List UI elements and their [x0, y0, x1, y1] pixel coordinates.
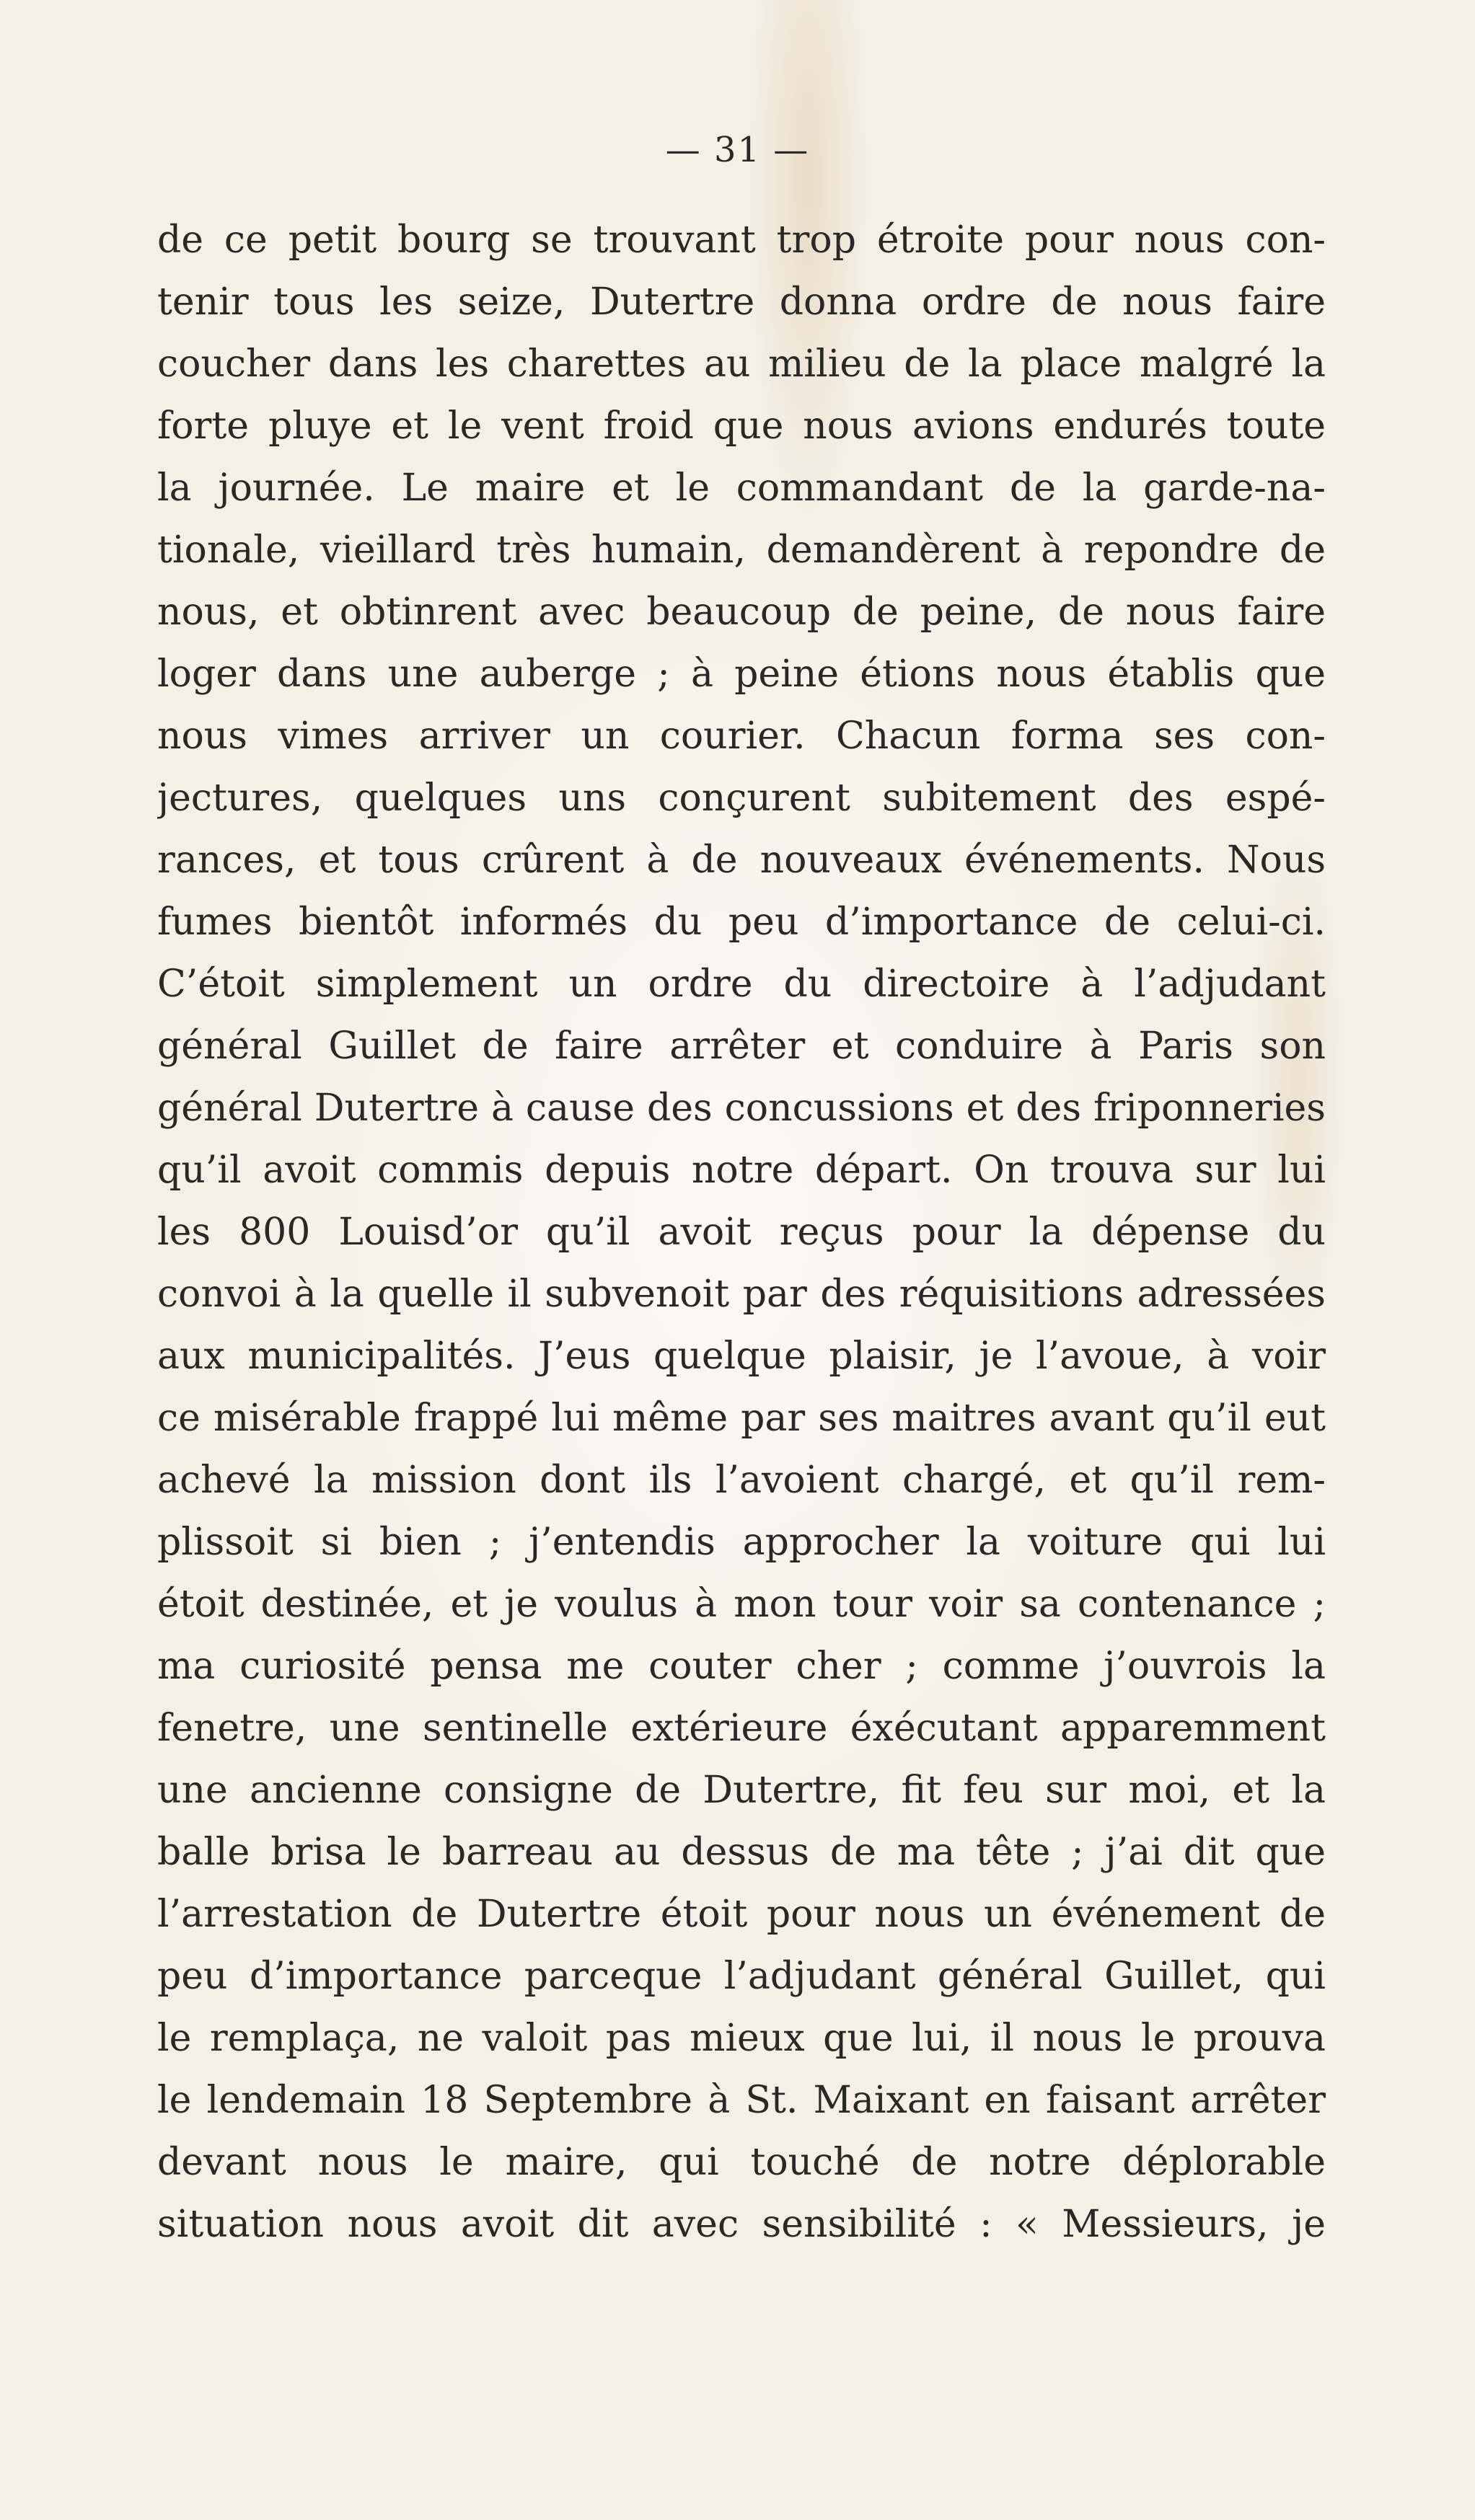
text-line: jectures, quelques uns conçurent subitement des espé- — [157, 777, 1326, 820]
text-line: C’étoit simplement un ordre du directoire à l’adjudant — [157, 963, 1326, 1006]
text-line: général Dutertre à cause des concussions et des friponneries — [157, 1087, 1326, 1130]
text-line: devant nous le maire, qui touché de notre déplorable — [157, 2141, 1326, 2184]
text-line: une ancienne consigne de Dutertre, fit feu sur moi, et la — [157, 1769, 1326, 1812]
text-line: achevé la mission dont ils l’avoient chargé, et qu’il rem- — [157, 1459, 1326, 1502]
text-line: convoi à la quelle il subvenoit par des réquisitions adressées — [157, 1273, 1326, 1316]
text-line: le remplaça, ne valoit pas mieux que lui, il nous le prouva — [157, 2017, 1326, 2060]
body-text — [157, 209, 1326, 2255]
text-line: ma curiosité pensa me couter cher ; comme j’ouvrois la — [157, 1645, 1326, 1688]
text-line: de ce petit bourg se trouvant trop étroite pour nous con- — [157, 218, 1326, 262]
text-line: fenetre, une sentinelle extérieure éxécutant apparemment — [157, 1707, 1326, 1750]
text-line: ce misérable frappé lui même par ses maitres avant qu’il eut — [157, 1397, 1326, 1440]
text-line: étoit destinée, et je voulus à mon tour voir sa contenance ; — [157, 1583, 1326, 1626]
text-line: peu d’importance parceque l’adjudant général Guillet, qui — [157, 1955, 1326, 1998]
text-line: le lendemain 18 Septembre à St. Maixant en faisant arrêter — [157, 2079, 1326, 2122]
text-line: la journée. Le maire et le commandant de la garde-na- — [157, 467, 1326, 510]
text-line: l’arrestation de Dutertre étoit pour nous un événement de — [157, 1893, 1326, 1936]
text-line: aux municipalités. J’eus quelque plaisir, je l’avoue, à voir — [157, 1335, 1326, 1378]
text-line: qu’il avoit commis depuis notre départ. On trouva sur lui — [157, 1149, 1326, 1192]
text-line: balle brisa le barreau au dessus de ma tête ; j’ai dit que — [157, 1831, 1326, 1874]
page-number: — 31 — — [665, 130, 810, 170]
text-line: coucher dans les charettes au milieu de la place malgré la — [157, 342, 1326, 386]
text-line: tenir tous les seize, Dutertre donna ordre de nous faire — [157, 280, 1326, 324]
text-line: les 800 Louisd’or qu’il avoit reçus pour la dépense du — [157, 1211, 1326, 1254]
text-line: forte pluye et le vent froid que nous avions endurés toute — [157, 404, 1326, 448]
text-line: tionale, vieillard très humain, demandèrent à repondre de — [157, 529, 1326, 572]
text-line: plissoit si bien ; j’entendis approcher la voiture qui lui — [157, 1521, 1326, 1564]
text-line: général Guillet de faire arrêter et conduire à Paris son — [157, 1025, 1326, 1068]
text-line: rances, et tous crûrent à de nouveaux événements. Nous — [157, 839, 1326, 882]
text-line: loger dans une auberge ; à peine étions nous établis que — [157, 653, 1326, 696]
text-line: nous, et obtinrent avec beaucoup de peine, de nous faire — [157, 591, 1326, 634]
text-line: nous vimes arriver un courier. Chacun forma ses con- — [157, 715, 1326, 758]
text-line: situation nous avoit dit avec sensibilité : « Messieurs, je — [157, 2203, 1326, 2246]
text-line: fumes bientôt informés du peu d’importance de celui-ci. — [157, 901, 1326, 944]
